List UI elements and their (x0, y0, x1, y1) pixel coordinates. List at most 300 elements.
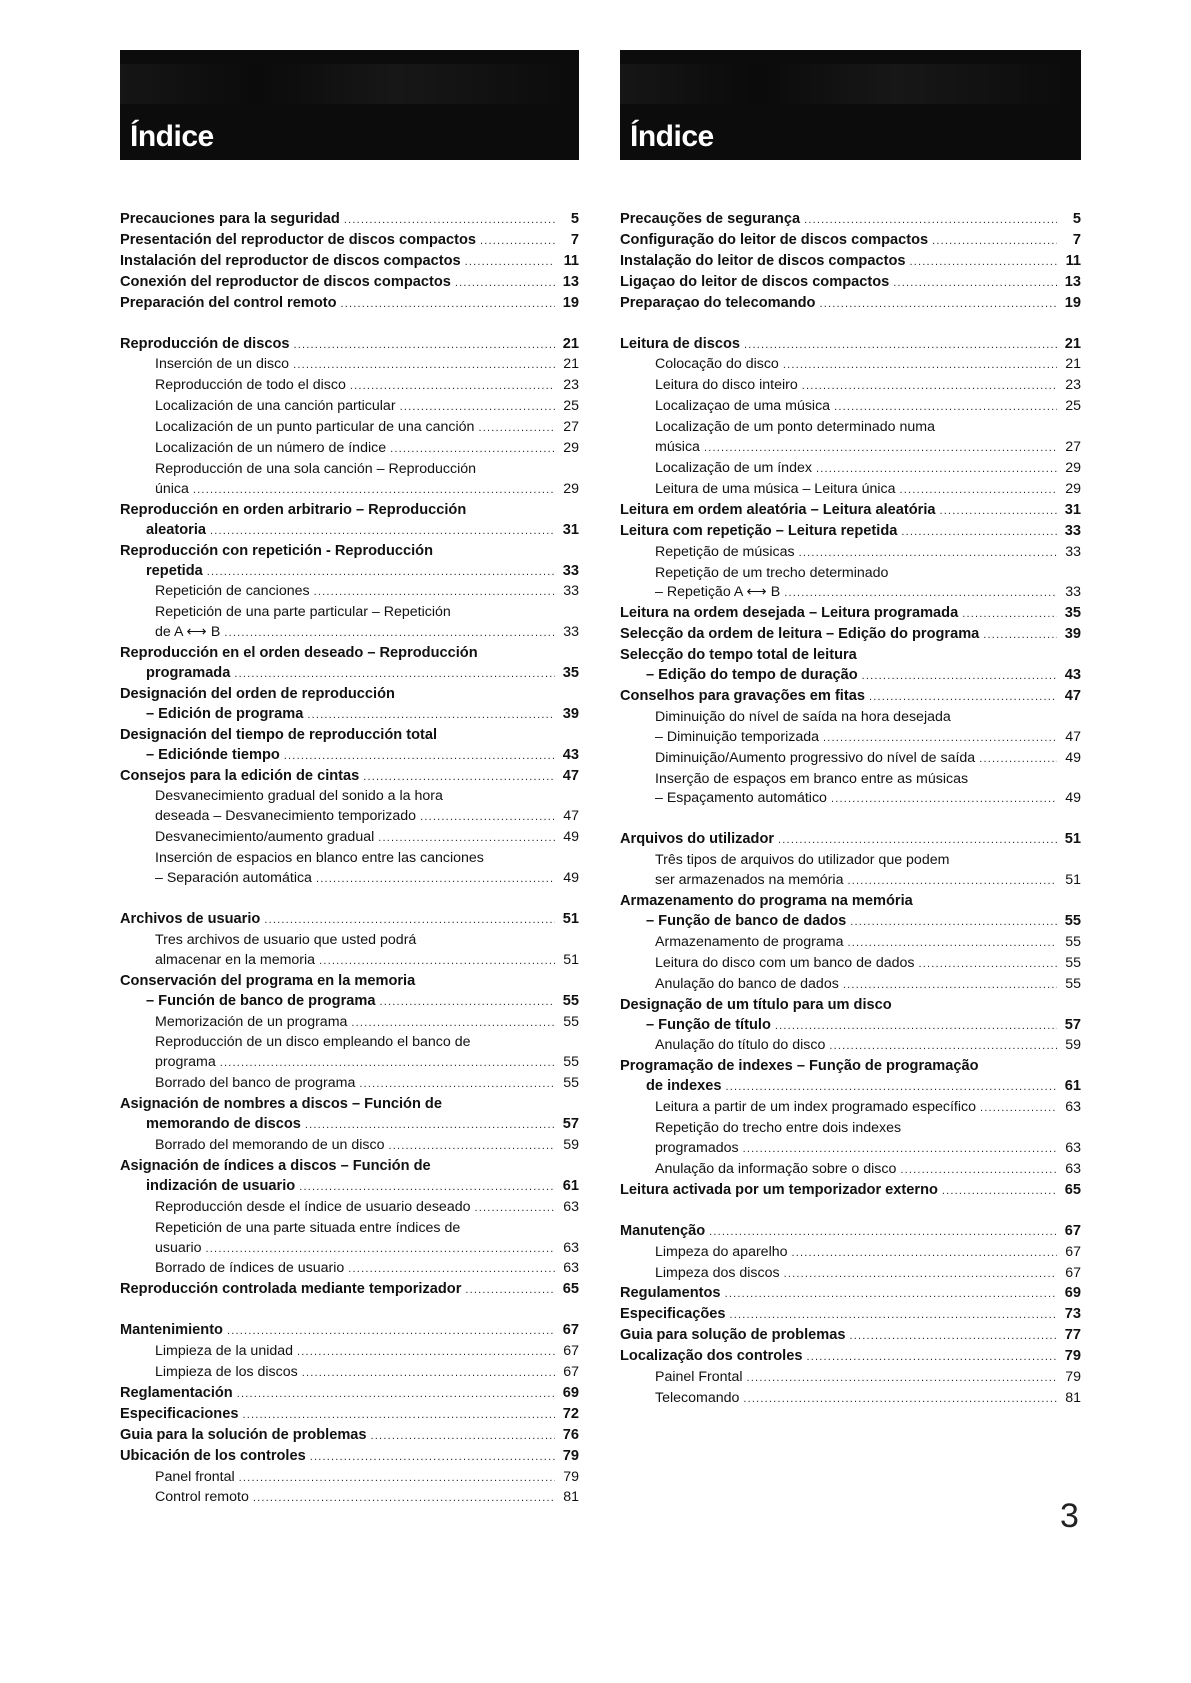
dot-leader (829, 1037, 1057, 1057)
toc-entry[interactable] (620, 1181, 1081, 1202)
toc-entry[interactable] (620, 625, 1081, 646)
toc-page-number: 55 (1065, 933, 1081, 950)
toc-entry[interactable] (620, 273, 1081, 294)
toc-entry[interactable] (620, 294, 1081, 315)
toc-entry[interactable] (120, 1405, 579, 1426)
toc-entry-title: Arquivos do utilizador (620, 831, 775, 848)
toc-page-number: 25 (1065, 398, 1081, 415)
toc-entry[interactable] (620, 830, 1081, 851)
toc-page-number: 43 (562, 746, 579, 763)
toc-entry-title: Borrado del banco de programa (155, 1075, 356, 1092)
toc-list (120, 210, 579, 1509)
toc-entry[interactable] (620, 687, 1081, 708)
toc-page-number: 81 (1065, 1389, 1081, 1406)
toc-entry-title: – Ediciónde tiempo (146, 746, 280, 763)
toc-entry[interactable] (120, 439, 579, 460)
toc-entry[interactable] (120, 931, 579, 972)
toc-entry-title: Anulação da informação sobre o disco (655, 1160, 897, 1177)
toc-entry[interactable] (120, 1198, 579, 1219)
toc-page-number: 35 (1064, 605, 1081, 622)
toc-entry-title: Conexión del reproductor de discos compactos (120, 273, 451, 290)
toc-entry-title: única (155, 480, 189, 497)
toc-page-number: 19 (562, 294, 579, 311)
toc-entry[interactable] (620, 749, 1081, 770)
toc-entry[interactable] (120, 910, 579, 931)
dot-leader (900, 481, 1057, 501)
toc-entry[interactable] (120, 603, 579, 644)
toc-entry[interactable] (120, 1447, 579, 1468)
toc-entry-title: programados (655, 1139, 739, 1156)
toc-page-number: 11 (1065, 252, 1081, 269)
toc-page-number: 51 (562, 911, 579, 927)
toc-entry-title-line: Designación del orden de reproducción (120, 685, 395, 702)
toc-entry[interactable] (120, 460, 579, 501)
toc-entry[interactable] (120, 767, 579, 788)
toc-entry[interactable] (620, 355, 1081, 376)
toc-entry-title-line: Selecção do tempo total de leitura (620, 647, 857, 664)
toc-page-number: 79 (1064, 1348, 1081, 1365)
toc-entry-title: programa (155, 1054, 216, 1071)
toc-entry-title-line: Tres archivos de usuario que usted podrá (155, 931, 417, 948)
dot-leader (227, 1322, 555, 1342)
toc-page-number: 49 (1065, 749, 1081, 766)
toc-entry[interactable] (120, 849, 579, 890)
toc-entry[interactable] (120, 1136, 579, 1157)
dot-leader (783, 356, 1057, 376)
toc-page-number: 79 (1065, 1369, 1081, 1386)
toc-entry-title-line: Localização de um ponto determinado numa (655, 419, 935, 436)
toc-entry-title-line: Reproducción en orden arbitrario – Reproducción (120, 501, 467, 518)
dot-leader (918, 955, 1057, 975)
toc-page-number: 55 (562, 992, 579, 1009)
toc-entry[interactable] (120, 1488, 579, 1509)
toc-page-number: 63 (563, 1239, 579, 1256)
toc-entry-title: Preparaçao do telecomando (620, 294, 816, 311)
toc-entry[interactable] (620, 1036, 1081, 1057)
toc-page-number: 33 (1064, 522, 1081, 539)
toc-entry[interactable] (120, 355, 579, 376)
dot-leader (344, 211, 555, 231)
toc-entry-title: Precauções de segurança (620, 211, 801, 227)
toc-entry-title-line: Inserción de espacios en blanco entre las canciones (155, 850, 484, 867)
toc-entry-title: Limpeza do aparelho (655, 1243, 788, 1260)
toc-entry[interactable] (120, 1219, 579, 1260)
toc-entry[interactable] (120, 376, 579, 397)
toc-entry[interactable] (120, 787, 579, 828)
dot-leader (465, 253, 555, 273)
toc-entry[interactable] (120, 1074, 579, 1095)
toc-page-number: 69 (1064, 1285, 1081, 1302)
toc-page-number: 61 (562, 1177, 579, 1194)
toc-entry[interactable] (120, 231, 579, 252)
toc-page-number: 73 (1064, 1306, 1081, 1323)
toc-entry-title-line: Asignación de índices a discos – Función de (120, 1157, 431, 1174)
toc-entry-title: deseada – Desvanecimiento temporizado (155, 808, 417, 825)
dot-leader (239, 1469, 555, 1489)
toc-page-number: 61 (1064, 1078, 1081, 1095)
toc-entry[interactable] (120, 418, 579, 439)
toc-entry-title: Memorización de un programa (155, 1013, 348, 1030)
toc-page-number: 27 (563, 419, 579, 436)
dot-leader (319, 952, 555, 972)
toc-entry[interactable] (120, 210, 579, 231)
toc-page-number: 29 (1065, 480, 1081, 497)
toc-entry-title: Localizaçao de uma música (655, 398, 831, 415)
dot-leader (316, 870, 555, 890)
toc-page-number: 31 (562, 521, 579, 538)
toc-entry-title: – Edición de programa (146, 705, 304, 722)
toc-entry-title: Limpeza dos discos (655, 1264, 780, 1281)
dot-leader (400, 398, 555, 418)
dot-leader (220, 1054, 555, 1074)
toc-entry[interactable] (620, 892, 1081, 933)
dot-leader (983, 626, 1057, 646)
toc-entry[interactable] (620, 397, 1081, 418)
toc-page-number: 7 (570, 231, 579, 248)
toc-entry[interactable] (120, 644, 579, 685)
toc-page-number: 23 (563, 377, 579, 394)
toc-entry[interactable] (620, 335, 1081, 356)
toc-entry-title: de A ⟷ B (155, 624, 221, 641)
toc-list (620, 210, 1081, 1410)
toc-entry-title: usuario (155, 1239, 202, 1256)
toc-page-number: 76 (562, 1426, 579, 1443)
toc-entry-title: Archivos de usuario (120, 911, 261, 927)
dot-leader (307, 706, 555, 726)
toc-entry-title: Reglamentación (120, 1384, 233, 1401)
toc-entry-title-line: Reproducción de una sola canción – Reproducción (155, 460, 477, 477)
dot-leader (224, 624, 555, 644)
toc-entry[interactable] (620, 1389, 1081, 1410)
toc-page-number: 79 (563, 1468, 579, 1485)
toc-entry-title: Guia para la solución de problemas (120, 1426, 367, 1443)
dot-leader (234, 665, 555, 685)
toc-page-number: 25 (563, 398, 579, 415)
dot-leader (305, 1116, 555, 1136)
dot-leader (849, 1327, 1057, 1347)
toc-entry-title: Control remoto (155, 1489, 249, 1506)
toc-entry[interactable] (620, 1222, 1081, 1243)
dot-leader (792, 1244, 1057, 1264)
toc-entry-title: Presentación del reproductor de discos compactos (120, 231, 477, 248)
toc-page-number: 47 (1065, 728, 1081, 745)
toc-page-number: 13 (562, 273, 579, 290)
toc-entry[interactable] (120, 1157, 579, 1198)
toc-entry[interactable] (120, 1363, 579, 1384)
toc-entry-title: aleatoria (146, 521, 207, 538)
dot-leader (784, 584, 1057, 604)
toc-entry[interactable] (620, 210, 1081, 231)
toc-entry[interactable] (620, 933, 1081, 954)
dot-leader (862, 667, 1057, 687)
toc-page-number: 55 (563, 1054, 579, 1071)
toc-entry-title: Limpieza de los discos (155, 1364, 298, 1381)
dot-leader (351, 1014, 555, 1034)
toc-page-number: 67 (1065, 1264, 1081, 1281)
toc-entry-title-line: Armazenamento do programa na memória (620, 893, 913, 910)
toc-entry[interactable] (620, 1305, 1081, 1326)
dot-leader (350, 377, 555, 397)
toc-entry-title: Localización de un punto particular de una canción (155, 419, 475, 436)
dot-leader (193, 481, 555, 501)
toc-entry-title: Selecção da ordem de leitura – Edição do programa (620, 626, 980, 643)
dot-leader (348, 1260, 555, 1280)
toc-page-number: 67 (1064, 1222, 1081, 1239)
toc-entry[interactable] (620, 1160, 1081, 1181)
toc-entry-title: Guia para solução de problemas (620, 1327, 846, 1344)
toc-entry[interactable] (120, 1013, 579, 1034)
toc-entry[interactable] (620, 1098, 1081, 1119)
toc-entry-title: Reproducción controlada mediante temporizador (120, 1281, 462, 1298)
toc-entry-title: Ligaçao do leitor de discos compactos (620, 273, 890, 290)
spanish-toc-column (120, 50, 579, 1509)
toc-entry[interactable] (620, 459, 1081, 480)
toc-entry-title: Desvanecimiento/aumento gradual (155, 829, 375, 846)
toc-entry[interactable] (620, 770, 1081, 811)
toc-entry-title: Leitura do disco com um banco de dados (655, 954, 915, 971)
dot-leader (210, 522, 555, 542)
dot-leader (743, 1140, 1057, 1160)
toc-page-number: 47 (563, 808, 579, 825)
toc-entry-title-line: Repetición de una parte particular – Repetición (155, 604, 451, 621)
toc-entry[interactable] (620, 1347, 1081, 1368)
toc-entry-title: Leitura do disco inteiro (655, 377, 798, 394)
toc-page-number: 57 (562, 1116, 579, 1133)
toc-entry-title: – Separación automática (155, 870, 312, 887)
toc-page-number: 29 (563, 480, 579, 497)
toc-entry-title-line: Reproducción en el orden deseado – Reproducción (120, 645, 478, 662)
toc-entry-title: Mantenimiento (120, 1322, 223, 1339)
toc-page-number: 49 (563, 829, 579, 846)
toc-entry[interactable] (620, 996, 1081, 1037)
toc-entry[interactable] (120, 1468, 579, 1489)
toc-entry[interactable] (620, 231, 1081, 252)
toc-page-number: 59 (1065, 1037, 1081, 1054)
toc-entry[interactable] (120, 273, 579, 294)
toc-entry-title: de indexes (646, 1078, 722, 1095)
toc-entry-title: Instalação do leitor de discos compactos (620, 252, 906, 269)
dot-leader (893, 274, 1057, 294)
toc-entry[interactable] (120, 252, 579, 273)
toc-entry[interactable] (620, 1368, 1081, 1389)
toc-page-number: 65 (1064, 1181, 1081, 1198)
toc-page-number: 72 (562, 1405, 579, 1422)
toc-page-number: 33 (563, 583, 579, 600)
toc-entry-title: Reproducción de discos (120, 335, 290, 352)
dot-leader (850, 913, 1057, 933)
toc-entry-title: Localização dos controles (620, 1348, 803, 1365)
toc-page-number: 63 (1065, 1139, 1081, 1156)
dot-leader (901, 523, 1057, 543)
toc-entry[interactable] (620, 851, 1081, 892)
toc-entry[interactable] (120, 542, 579, 583)
toc-entry[interactable] (120, 501, 579, 542)
dot-leader (455, 274, 555, 294)
toc-entry-title-line: Desvanecimiento gradual del sonido a la hora (155, 788, 443, 805)
toc-page-number: 29 (563, 440, 579, 457)
toc-entry-title: Ubicación de los controles (120, 1447, 306, 1464)
toc-entry[interactable] (620, 480, 1081, 501)
dot-leader (909, 253, 1057, 273)
dot-leader (478, 419, 555, 439)
toc-entry-title: música (655, 439, 700, 456)
toc-entry-title: – Função de banco de dados (646, 913, 847, 929)
dot-leader (420, 808, 555, 828)
toc-page-number: 33 (1065, 584, 1081, 601)
page-title: Índice (630, 120, 714, 153)
toc-entry-title: Panel frontal (155, 1468, 235, 1485)
dot-leader (784, 1265, 1057, 1285)
dot-leader (847, 872, 1057, 892)
toc-entry[interactable] (620, 252, 1081, 273)
toc-page-number: 39 (1064, 626, 1081, 643)
toc-entry[interactable] (120, 1259, 579, 1280)
toc-entry-title: Configuração do leitor de discos compactos (620, 231, 929, 248)
dot-leader (363, 768, 555, 788)
toc-entry-title-line: Reproducción de un disco empleando el banco de (155, 1034, 471, 1051)
dot-leader (284, 747, 555, 767)
toc-entry-title-line: Repetição do trecho entre dois indexes (655, 1120, 902, 1137)
toc-entry[interactable] (120, 294, 579, 315)
toc-entry[interactable] (120, 1342, 579, 1363)
toc-page-number: 33 (562, 562, 579, 579)
toc-page-number: 29 (1065, 459, 1081, 476)
toc-page-number: 67 (1065, 1243, 1081, 1260)
dot-leader (389, 1137, 555, 1157)
toc-page-number: 51 (563, 951, 579, 968)
toc-entry[interactable] (120, 1321, 579, 1342)
dot-leader (314, 583, 555, 603)
toc-entry[interactable] (620, 376, 1081, 397)
toc-entry[interactable] (620, 1057, 1081, 1098)
toc-entry-title-line: Designación del tiempo de reproducción total (120, 726, 438, 743)
toc-entry-title: Conselhos para gravações em fitas (620, 687, 865, 704)
toc-entry[interactable] (620, 646, 1081, 687)
toc-page-number: 63 (563, 1198, 579, 1215)
toc-entry[interactable] (620, 1326, 1081, 1347)
dot-leader (942, 1182, 1057, 1202)
toc-entry[interactable] (620, 708, 1081, 749)
toc-entry[interactable] (120, 582, 579, 603)
toc-entry[interactable] (620, 954, 1081, 975)
toc-entry[interactable] (620, 522, 1081, 543)
toc-entry-title-line: Programação de indexes – Função de programação (620, 1058, 979, 1075)
toc-entry[interactable] (620, 501, 1081, 522)
toc-page-number: 55 (563, 1013, 579, 1030)
toc-entry-title-line: Designação de um título para um disco (620, 996, 892, 1013)
toc-page-number: 39 (562, 705, 579, 722)
toc-entry-title: Anulação do título do disco (655, 1037, 826, 1054)
toc-entry-title: Precauciones para la seguridad (120, 211, 340, 227)
toc-entry[interactable] (120, 1426, 579, 1447)
toc-entry[interactable] (120, 335, 579, 356)
toc-entry[interactable] (620, 1264, 1081, 1285)
dot-leader (725, 1078, 1057, 1098)
toc-entry[interactable] (120, 726, 579, 767)
toc-page-number: 59 (563, 1136, 579, 1153)
toc-entry[interactable] (620, 564, 1081, 605)
toc-page-number: 7 (1072, 231, 1081, 248)
toc-entry-title: Diminuição/Aumento progressivo do nível de saída (655, 749, 976, 766)
toc-entry[interactable] (120, 1095, 579, 1136)
dot-leader (778, 831, 1057, 851)
dot-leader (341, 295, 555, 315)
toc-entry-title-line: Conservación del programa en la memoria (120, 972, 416, 989)
toc-entry-title: indización de usuario (146, 1177, 296, 1194)
toc-page-number: 35 (562, 665, 579, 682)
toc-page-number: 47 (562, 767, 579, 784)
toc-entry-title: Reproducción de todo el disco (155, 377, 346, 394)
toc-page-number: 5 (570, 211, 579, 227)
toc-entry-title: Leitura na ordem desejada – Leitura programada (620, 605, 959, 622)
toc-entry-title: programada (146, 665, 231, 682)
toc-entry[interactable] (120, 1280, 579, 1301)
dot-leader (823, 729, 1057, 749)
toc-entry[interactable] (120, 972, 579, 1013)
toc-entry[interactable] (620, 604, 1081, 625)
toc-entry-title: Repetição de músicas (655, 543, 795, 560)
toc-page-number: 49 (1065, 790, 1081, 807)
dot-leader (390, 440, 555, 460)
toc-entry-title: Leitura em ordem aleatória – Leitura aleatória (620, 501, 936, 518)
toc-page-number: 55 (563, 1075, 579, 1092)
toc-entry-title: – Diminuição temporizada (655, 728, 820, 745)
dot-leader (979, 750, 1057, 770)
toc-entry[interactable] (620, 975, 1081, 996)
toc-entry-title: – Edição do tempo de duração (646, 667, 858, 684)
toc-entry[interactable] (120, 1033, 579, 1074)
toc-entry-title: Leitura com repetição – Leitura repetida (620, 522, 898, 539)
toc-page-number: 23 (1065, 377, 1081, 394)
toc-entry-title: Anulação do banco de dados (655, 975, 839, 992)
toc-entry-title: Especificaciones (120, 1405, 239, 1422)
toc-entry-title: ser armazenados na memória (655, 872, 844, 889)
dot-leader (302, 1364, 555, 1384)
dot-leader (747, 1369, 1057, 1389)
dot-leader (962, 605, 1057, 625)
toc-entry[interactable] (120, 828, 579, 849)
toc-entry[interactable] (620, 1119, 1081, 1160)
toc-page-number: 33 (1065, 543, 1081, 560)
toc-entry[interactable] (620, 543, 1081, 564)
dot-leader (297, 1343, 555, 1363)
toc-entry[interactable] (120, 397, 579, 418)
toc-entry-title: – Função de título (646, 1016, 771, 1033)
toc-page-number: 79 (562, 1447, 579, 1464)
toc-entry-title: Colocação do disco (655, 356, 779, 373)
toc-entry-title-line: Inserção de espaços em branco entre as músicas (655, 770, 969, 787)
dot-leader (729, 1306, 1057, 1326)
dot-leader (299, 1178, 555, 1198)
dot-leader (253, 1489, 555, 1509)
dot-leader (465, 1281, 555, 1301)
toc-entry-title: – Espaçamento automático (655, 790, 827, 807)
toc-page-number: 51 (1065, 872, 1081, 889)
dot-leader (743, 1390, 1057, 1410)
toc-page-number: 33 (563, 624, 579, 641)
toc-entry-title: Repetición de canciones (155, 583, 310, 600)
toc-entry[interactable] (620, 1284, 1081, 1305)
dot-leader (725, 1285, 1057, 1305)
toc-entry[interactable] (120, 685, 579, 726)
toc-entry[interactable] (620, 1243, 1081, 1264)
dot-leader (378, 829, 555, 849)
dot-leader (819, 295, 1057, 315)
toc-page-number: 67 (563, 1343, 579, 1360)
dot-leader (704, 439, 1057, 459)
toc-entry[interactable] (120, 1384, 579, 1405)
toc-entry[interactable] (620, 418, 1081, 459)
